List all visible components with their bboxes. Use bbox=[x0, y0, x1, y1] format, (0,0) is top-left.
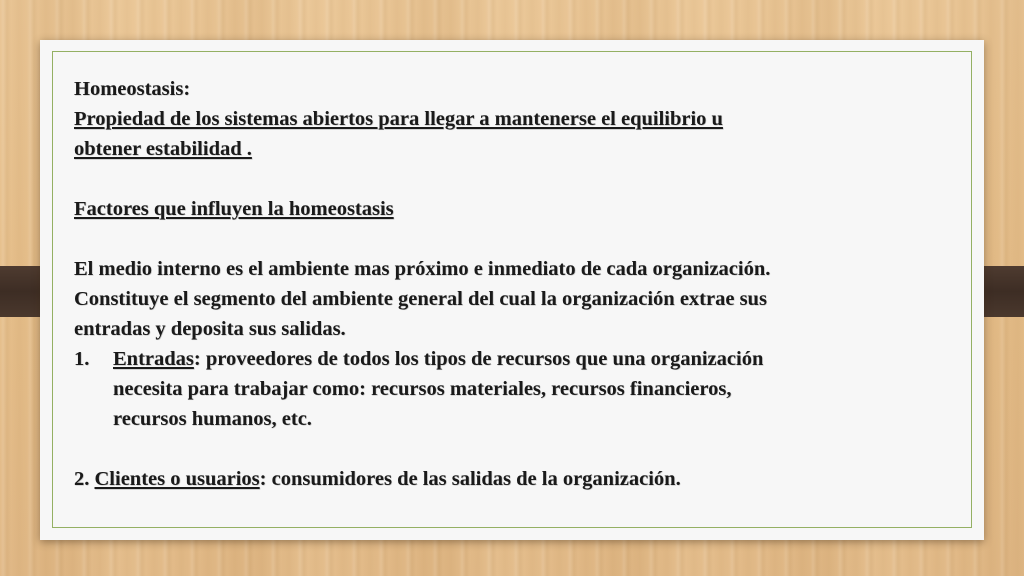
list-text bbox=[113, 344, 974, 434]
paragraph-line-3: entradas y deposita sus salidas. bbox=[74, 318, 346, 340]
item1-text-line-3: recursos humanos, etc. bbox=[113, 408, 312, 430]
definition-line-1: Propiedad de los sistemas abiertos para llegar a mantenerse el equilibrio u bbox=[74, 108, 723, 130]
heading: Homeostasis: bbox=[74, 78, 191, 100]
paragraph-line-1: El medio interno es el ambiente mas próximo e inmediato de cada organización. bbox=[74, 258, 771, 280]
definition-line-2: obtener estabilidad . bbox=[74, 138, 252, 160]
list-number: 1. bbox=[74, 348, 90, 370]
term-entradas: Entradas bbox=[113, 348, 194, 370]
term-clientes: Clientes o usuarios bbox=[94, 468, 260, 490]
list-item-clientes bbox=[74, 464, 974, 494]
factors-title: Factores que influyen la homeostasis bbox=[74, 198, 394, 220]
item2-text: : consumidores de las salidas de la organización. bbox=[259, 468, 681, 490]
spacer bbox=[74, 224, 974, 254]
slide-content bbox=[74, 74, 974, 494]
paragraph-line-2: Constituye el segmento del ambiente general del cual la organización extrae sus bbox=[74, 288, 767, 310]
list-item-entradas bbox=[74, 344, 974, 434]
spacer bbox=[74, 434, 974, 464]
list-number: 2. bbox=[74, 468, 95, 490]
item1-text-line-2: necesita para trabajar como: recursos materiales, recursos financieros, bbox=[113, 378, 732, 400]
item1-text-line-1: : proveedores de todos los tipos de recursos que una organización bbox=[193, 348, 764, 370]
spacer bbox=[74, 164, 974, 194]
slide-paper bbox=[40, 40, 984, 540]
